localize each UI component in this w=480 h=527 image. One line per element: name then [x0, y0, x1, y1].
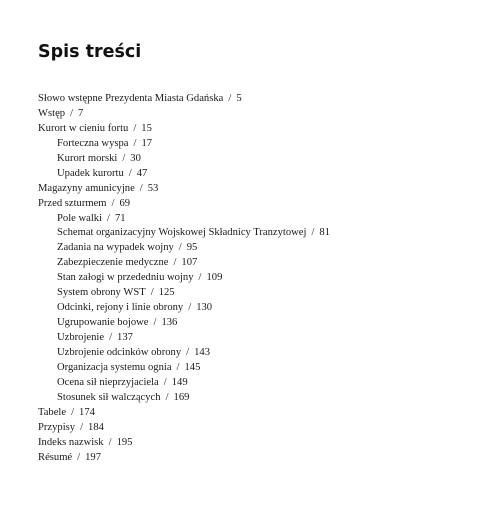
toc-entry — [38, 451, 330, 466]
toc-page-number: 169 — [173, 391, 190, 403]
toc-page-number: 145 — [184, 361, 201, 373]
table-of-contents — [38, 92, 330, 465]
toc-entry — [38, 316, 330, 331]
toc-separator: / — [77, 451, 81, 463]
toc-page-number: 149 — [171, 376, 188, 388]
toc-separator: / — [133, 122, 137, 134]
toc-entry — [38, 137, 330, 152]
toc-entry-title: Stan załogi w przededniu wojny — [57, 272, 194, 284]
toc-entry-title: Zabezpieczenie medyczne — [57, 257, 169, 269]
toc-entry — [38, 301, 330, 316]
toc-entry — [38, 92, 330, 107]
toc-entry — [38, 376, 330, 391]
toc-separator: / — [128, 167, 132, 179]
toc-entry — [38, 122, 330, 137]
toc-entry — [38, 346, 330, 361]
toc-entry-title: Przypisy — [38, 421, 76, 433]
toc-entry — [38, 361, 330, 376]
toc-entry-title: Indeks nazwisk — [38, 436, 104, 448]
toc-separator: / — [178, 242, 182, 254]
toc-separator: / — [150, 287, 154, 299]
toc-separator: / — [311, 227, 315, 239]
toc-separator: / — [109, 332, 113, 343]
toc-separator: / — [139, 182, 143, 194]
page-title: Spis treści — [38, 42, 142, 62]
toc-page-number: 137 — [117, 332, 133, 343]
toc-entry-title: Stosunek sił walczących — [57, 391, 161, 403]
toc-separator: / — [228, 93, 232, 104]
toc-entry-title: Résumé — [38, 451, 73, 463]
toc-page-number: 125 — [158, 287, 175, 299]
toc-entry-title: Ugrupowanie bojowe — [57, 317, 149, 329]
toc-page-number: 195 — [116, 436, 133, 448]
toc-page-number: 71 — [114, 212, 126, 224]
toc-separator: / — [107, 212, 110, 224]
toc-page-number: 174 — [79, 406, 95, 418]
toc-entry — [38, 197, 330, 212]
toc-entry — [38, 406, 330, 421]
toc-page-number: 184 — [88, 421, 104, 433]
toc-entry — [38, 436, 330, 451]
toc-separator: / — [198, 272, 202, 284]
toc-entry-title: Uzbrojenie — [57, 332, 105, 343]
toc-page-number: 95 — [186, 242, 198, 254]
toc-entry-title: Kurort morski — [57, 152, 118, 164]
toc-entry — [38, 421, 330, 436]
toc-entry-title: Tabele — [38, 406, 67, 418]
toc-separator: / — [71, 406, 75, 418]
toc-entry-title: Schemat organizacyjny Wojskowej Składnicy Tranzytowej — [57, 227, 307, 239]
toc-page-number: 30 — [130, 152, 141, 164]
toc-entry — [38, 152, 330, 167]
toc-separator: / — [70, 107, 74, 119]
toc-page-number: 53 — [147, 182, 159, 194]
toc-page-number: 7 — [78, 107, 84, 119]
toc-entry-title: Odcinki, rejony i linie obrony — [57, 302, 184, 314]
toc-entry-title: Pole walki — [57, 212, 103, 224]
toc-page-number: 109 — [206, 272, 223, 284]
toc-entry-title: Uzbrojenie odcinków obrony — [57, 346, 182, 358]
toc-entry — [38, 226, 330, 241]
toc-entry — [38, 256, 330, 271]
toc-entry-title: Magazyny amunicyjne — [38, 182, 135, 194]
toc-separator: / — [163, 376, 167, 388]
toc-entry-title: Kurort w cieniu fortu — [38, 122, 129, 134]
toc-entry-title: Zadania na wypadek wojny — [57, 242, 174, 254]
toc-entry-title: System obrony WST — [57, 287, 146, 299]
toc-page-number: 197 — [85, 451, 101, 463]
toc-separator: / — [188, 302, 192, 314]
toc-entry — [38, 212, 330, 227]
toc-entry-title: Przed szturmem — [38, 197, 107, 209]
toc-entry — [38, 182, 330, 197]
toc-entry-title: Organizacja systemu ognia — [57, 361, 172, 373]
toc-page-number: 5 — [236, 93, 242, 104]
toc-entry — [38, 107, 330, 122]
toc-separator: / — [186, 346, 190, 358]
toc-page-number: 107 — [181, 257, 198, 269]
toc-entry — [38, 271, 330, 286]
toc-page-number: 81 — [319, 227, 330, 239]
toc-entry — [38, 286, 330, 301]
toc-page-number: 15 — [141, 122, 152, 134]
toc-entry — [38, 391, 330, 406]
toc-separator: / — [80, 421, 84, 433]
toc-entry-title: Słowo wstępne Prezydenta Miasta Gdańska — [38, 93, 224, 104]
toc-page-number: 69 — [119, 197, 131, 209]
toc-separator: / — [173, 257, 177, 269]
toc-separator: / — [153, 317, 157, 329]
toc-separator: / — [108, 436, 112, 448]
toc-entry-title: Forteczna wyspa — [57, 137, 129, 149]
toc-separator: / — [165, 391, 169, 403]
toc-entry — [38, 241, 330, 256]
toc-entry-title: Wstęp — [38, 107, 66, 119]
toc-separator: / — [133, 137, 137, 149]
toc-page-number: 47 — [136, 167, 148, 179]
toc-separator: / — [176, 361, 180, 373]
toc-entry-title: Ocena sił nieprzyjaciela — [57, 376, 159, 388]
toc-separator: / — [111, 197, 115, 209]
toc-page-number: 17 — [141, 137, 153, 149]
toc-page-number: 143 — [194, 346, 210, 358]
toc-entry — [38, 331, 330, 346]
toc-entry — [38, 167, 330, 182]
toc-page-number: 130 — [196, 302, 213, 314]
toc-page-number: 136 — [161, 317, 178, 329]
toc-entry-title: Upadek kurortu — [57, 167, 124, 179]
toc-separator: / — [122, 152, 126, 164]
